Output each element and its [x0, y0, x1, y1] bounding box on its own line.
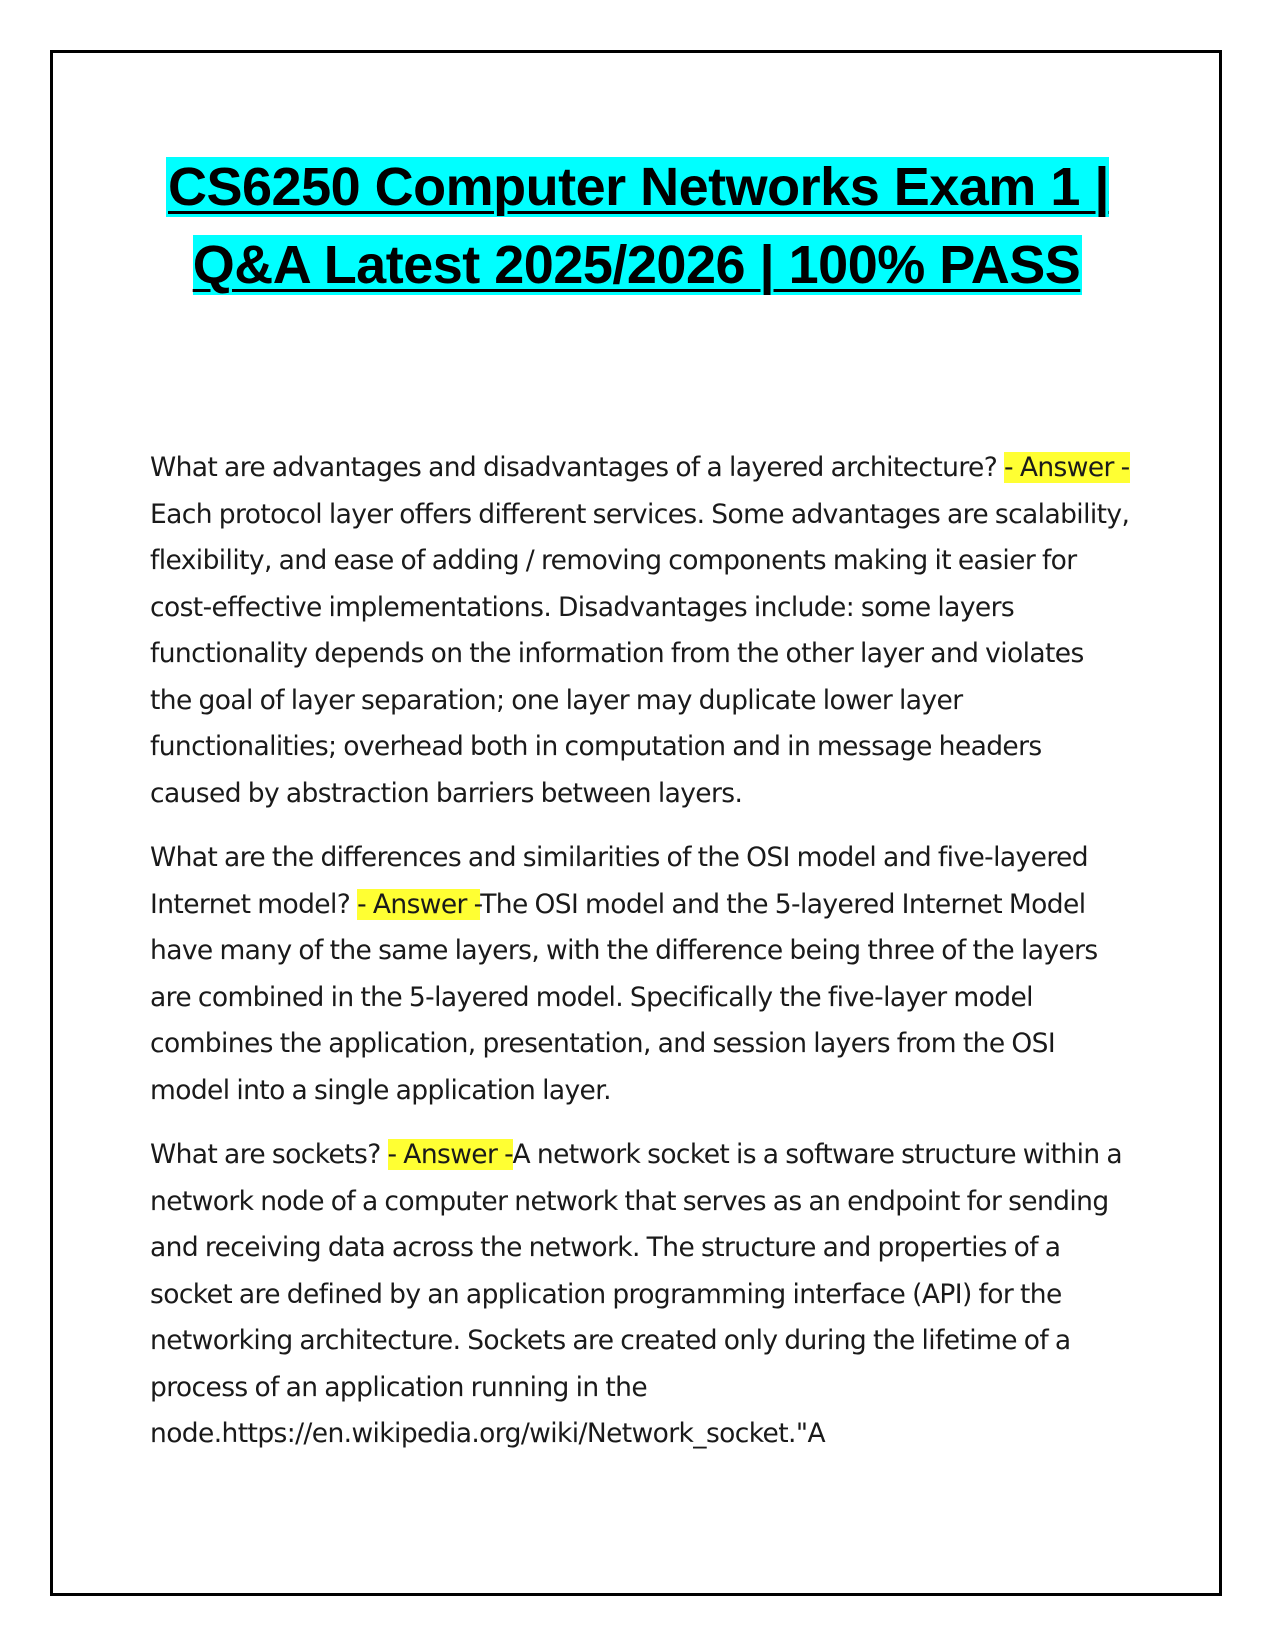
- answer-text: Each protocol layer offers different services. Some advantages are scalability, flexibility, and ease of adding / removing components making it easier for cost-effective implementations. Disadvantages include: some layers functionality depends on the information from the other layer and violates the goal of layer separation; one layer may duplicate lower layer functionalities; overhead both in computation and in message headers caused by abstraction barriers between layers.: [150, 498, 1130, 809]
- question-text: What are advantages and disadvantages of a layered architecture?: [150, 452, 1005, 483]
- qa-content: [150, 445, 1130, 1476]
- qa-item-1: [150, 445, 1130, 817]
- qa-item-2: [150, 835, 1130, 1114]
- question-text: What are the differences and similarities of the OSI model and five-layered Internet model?: [150, 842, 1088, 920]
- question-text: What are sockets?: [150, 1139, 388, 1170]
- answer-text: The OSI model and the 5-layered Internet Model have many of the same layers, with the difference being three of the layers are combined in the 5-layered model. Specifically the five-layer model combines the application, presentation, and session layers from the OSI model into a single application layer.: [150, 888, 1098, 1106]
- qa-item-3: [150, 1132, 1130, 1458]
- answer-text: A network socket is a software structure within a network node of a computer network that serves as an endpoint for sending and receiving data across the network. The structure and properties of a socket are defined by an application programming interface (API) for the networking architecture. Sockets are created only during the lifetime of a process of an application running in the node.https://en.wikipedia.org/wiki/Network_socket."A: [150, 1139, 1123, 1449]
- answer-marker: - Answer -: [357, 888, 481, 920]
- document-title: [120, 148, 1155, 304]
- answer-marker: - Answer -: [387, 1139, 513, 1170]
- document-title-text: CS6250 Computer Networks Exam 1 | Q&A Latest 2025/2026 | 100% PASS: [168, 157, 1109, 295]
- answer-marker: - Answer -: [1004, 452, 1130, 483]
